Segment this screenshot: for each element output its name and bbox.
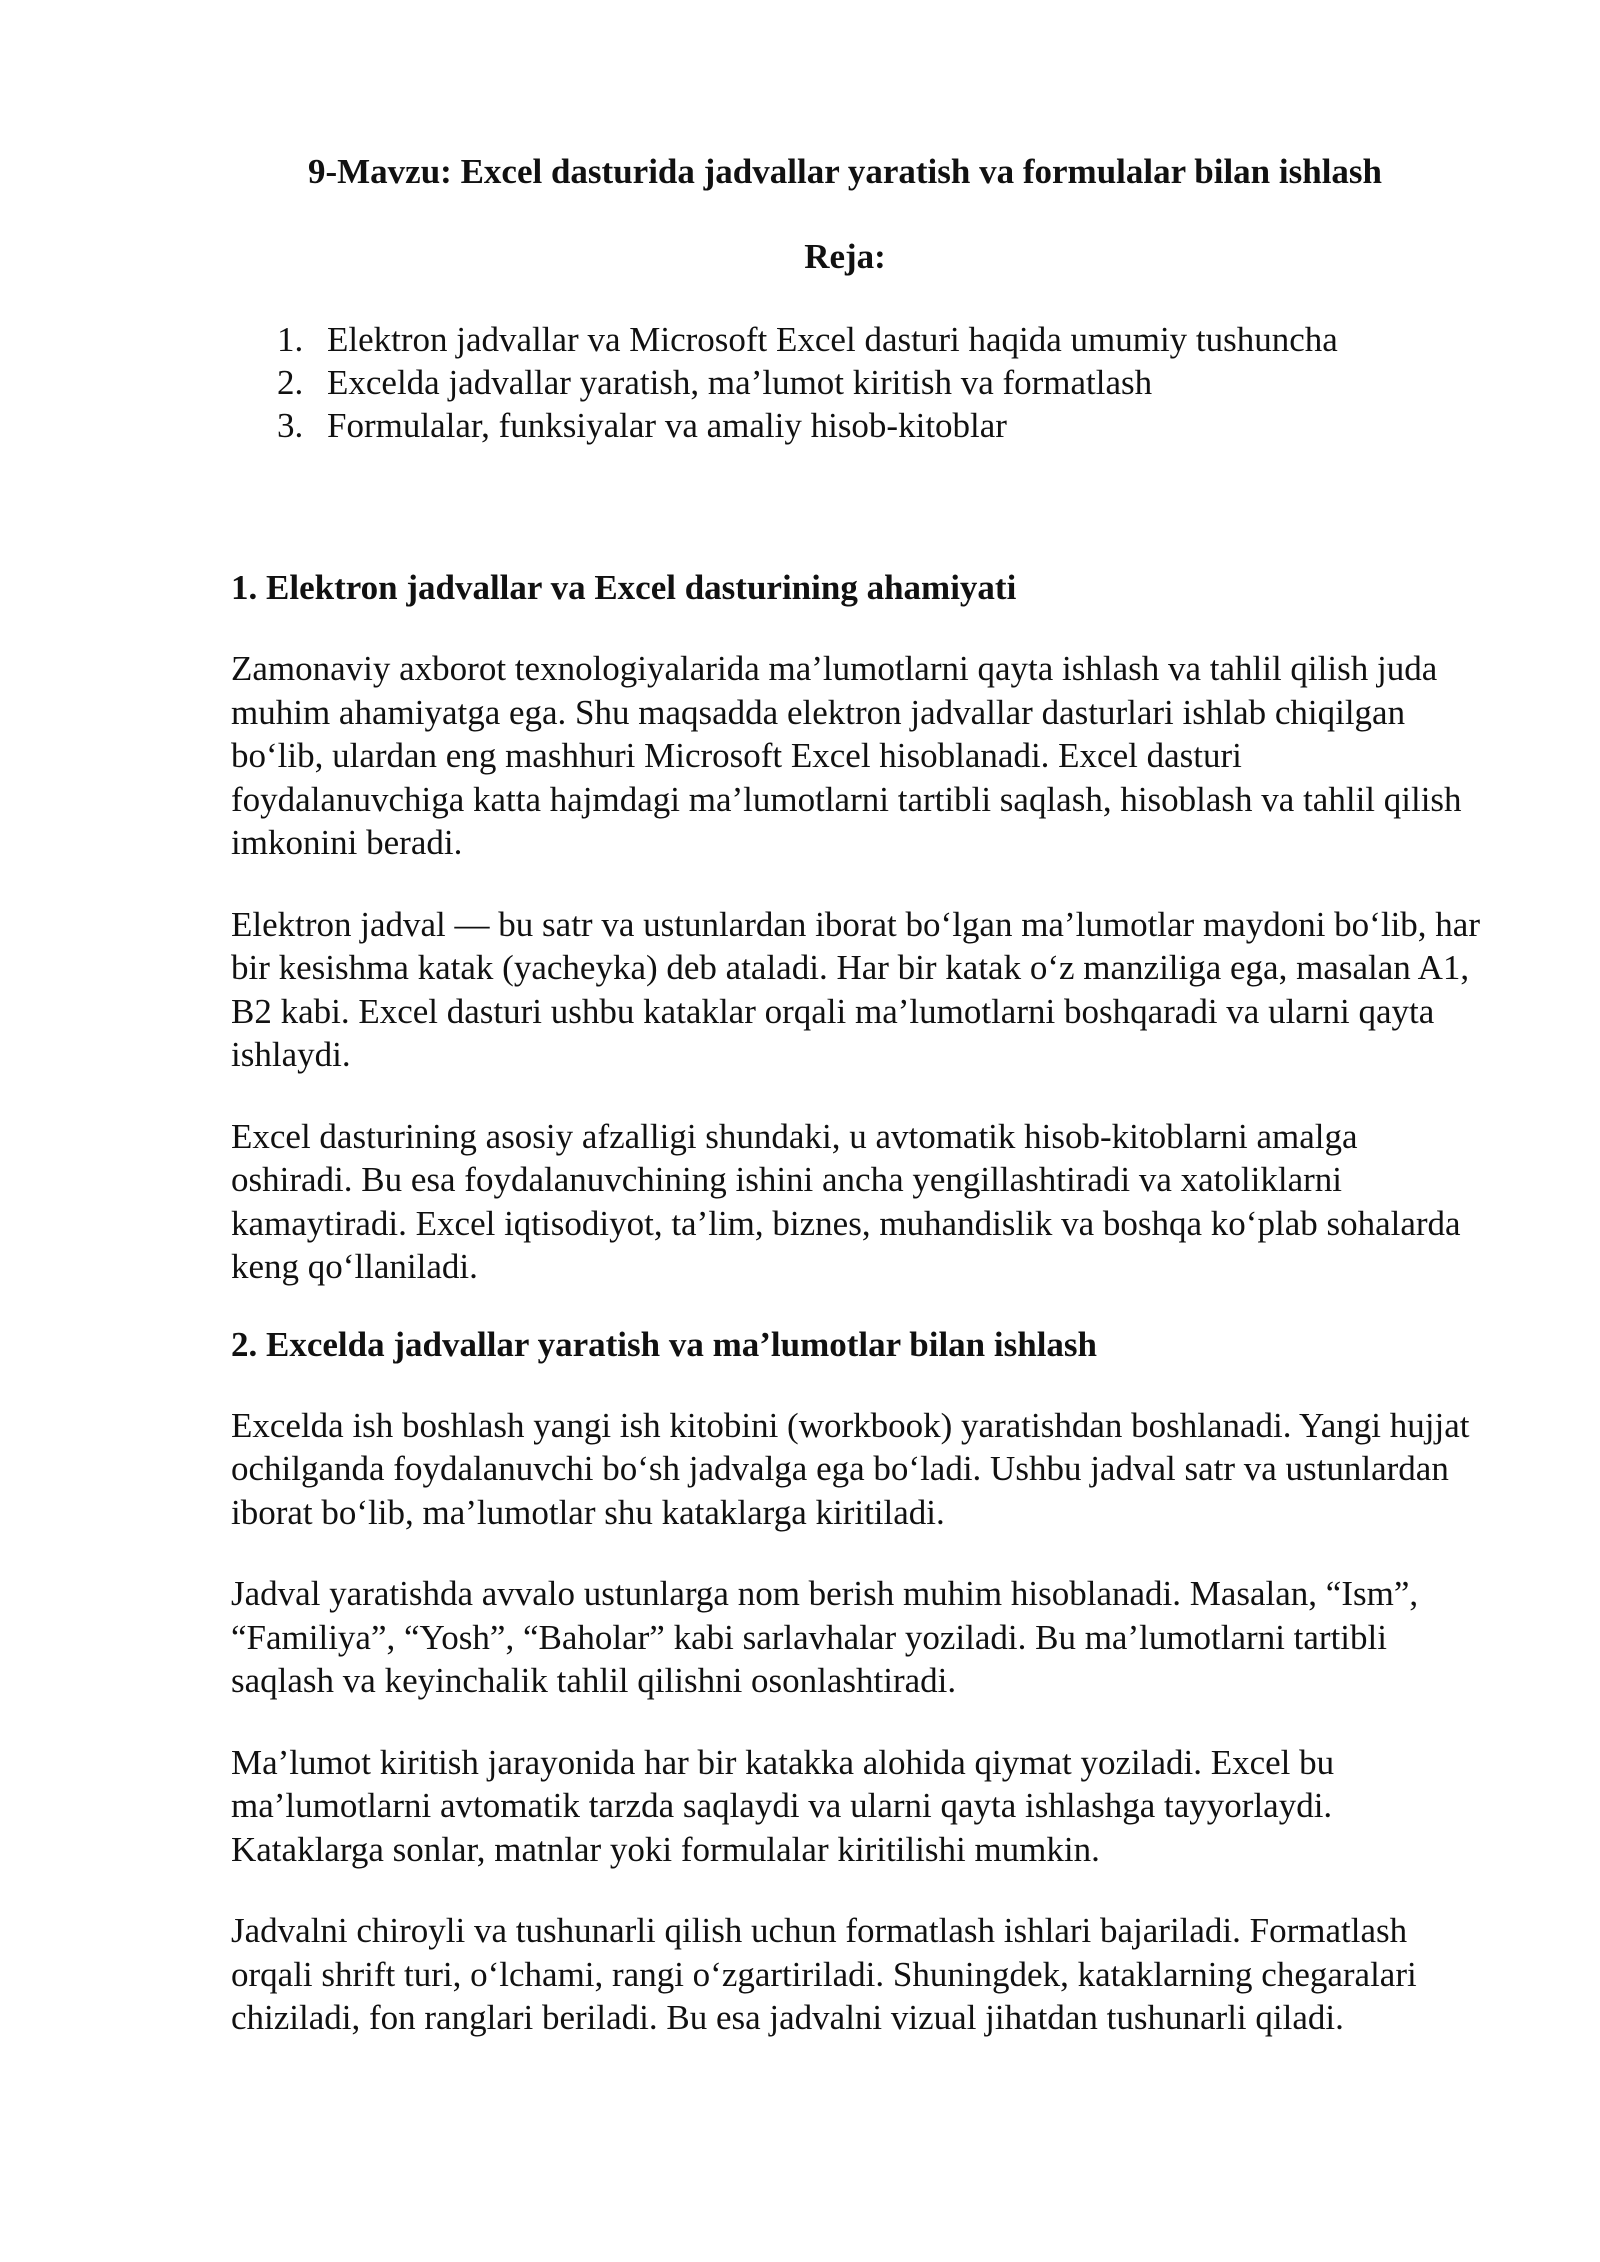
- section-heading: 2. Excelda jadvallar yaratish va ma’lumotlar bilan ishlash: [231, 1324, 1098, 1364]
- plan-item: [277, 361, 1338, 404]
- plan-item-number: 1.: [277, 320, 304, 359]
- paragraph: Elektron jadval — bu satr va ustunlardan iborat bo‘lgan ma’lumotlar maydoni bo‘lib, har bir kesishma katak (yacheyka) deb ataladi. Har bir katak o‘z manziliga ega, masalan A1, B2 kabi. Excel dasturi ushbu kataklar orqali ma’lumotlarni boshqaradi va ularni qayta ishlaydi.: [231, 904, 1480, 1074]
- document-title: 9-Mavzu: Excel dasturida jadvallar yaratish va formulalar bilan ishlash: [307, 152, 1383, 191]
- plan-item: [277, 318, 1338, 361]
- plan-item-text: Formulalar, funksiyalar va amaliy hisob-kitoblar: [327, 406, 1007, 445]
- plan-label: Reja:: [804, 237, 886, 276]
- plan-list: [277, 318, 1338, 447]
- paragraph: Ma’lumot kiritish jarayonida har bir katakka alohida qiymat yoziladi. Excel bu ma’lumotlarni avtomatik tarzda saqlaydi va ularni qayta ishlashga tayyorlaydi. Kataklarga sonlar, matnlar yoki formulalar kiritilishi mumkin.: [231, 1742, 1335, 1869]
- plan-item-text: Elektron jadvallar va Microsoft Excel dasturi haqida umumiy tushuncha: [327, 320, 1338, 359]
- plan-item-number: 2.: [277, 363, 304, 402]
- paragraph: Excelda ish boshlash yangi ish kitobini (workbook) yaratishdan boshlanadi. Yangi hujjat ochilganda foydalanuvchi bo‘sh jadvalga ega bo‘ladi. Ushbu jadval satr va ustunlardan iborat bo‘lib, ma’lumotlar shu kataklarga kiritiladi.: [231, 1405, 1470, 1532]
- plan-item-text: Excelda jadvallar yaratish, ma’lumot kiritish va formatlash: [327, 363, 1153, 402]
- section-heading: 1. Elektron jadvallar va Excel dasturining ahamiyati: [231, 568, 1017, 607]
- paragraph: Jadval yaratishda avvalo ustunlarga nom berish muhim hisoblanadi. Masalan, “Ism”, “Familiya”, “Yosh”, “Baholar” kabi sarlavhalar yoziladi. Bu ma’lumotlarni tartibli saqlash va keyinchalik tahlil qilishni osonlashtiradi.: [231, 1574, 1419, 1700]
- document-body: [231, 566, 1481, 2078]
- paragraph: Jadvalni chiroyli va tushunarli qilish uchun formatlash ishlari bajariladi. Formatlash orqali shrift turi, o‘lchami, rangi o‘zgartiriladi. Shuningdek, kataklarning chegaralari chiziladi, fon ranglari beriladi. Bu esa jadvalni vizual jihatdan tushunarli qiladi.: [231, 1911, 1417, 2037]
- plan-item: [277, 404, 1338, 447]
- plan-item-number: 3.: [277, 406, 304, 445]
- paragraph: Zamonaviy axborot texnologiyalarida ma’lumotlarni qayta ishlash va tahlil qilish juda muhim ahamiyatga ega. Shu maqsadda elektron jadvallar dasturlari ishlab chiqilgan bo‘lib, ulardan eng mashhuri Microsoft Excel hisoblanadi. Excel dasturi foydalanuvchiga katta hajmdagi ma’lumotlarni tartibli saqlash, hisoblash va tahlil qilish imkonini beradi.: [231, 649, 1462, 862]
- paragraph: Excel dasturining asosiy afzalligi shundaki, u avtomatik hisob-kitoblarni amalga oshiradi. Bu esa foydalanuvchining ishini ancha yengillashtiradi va xatoliklarni kamaytiradi. Excel iqtisodiyot, ta’lim, biznes, muhandislik va boshqa ko‘plab sohalarda keng qo‘llaniladi.: [231, 1116, 1461, 1286]
